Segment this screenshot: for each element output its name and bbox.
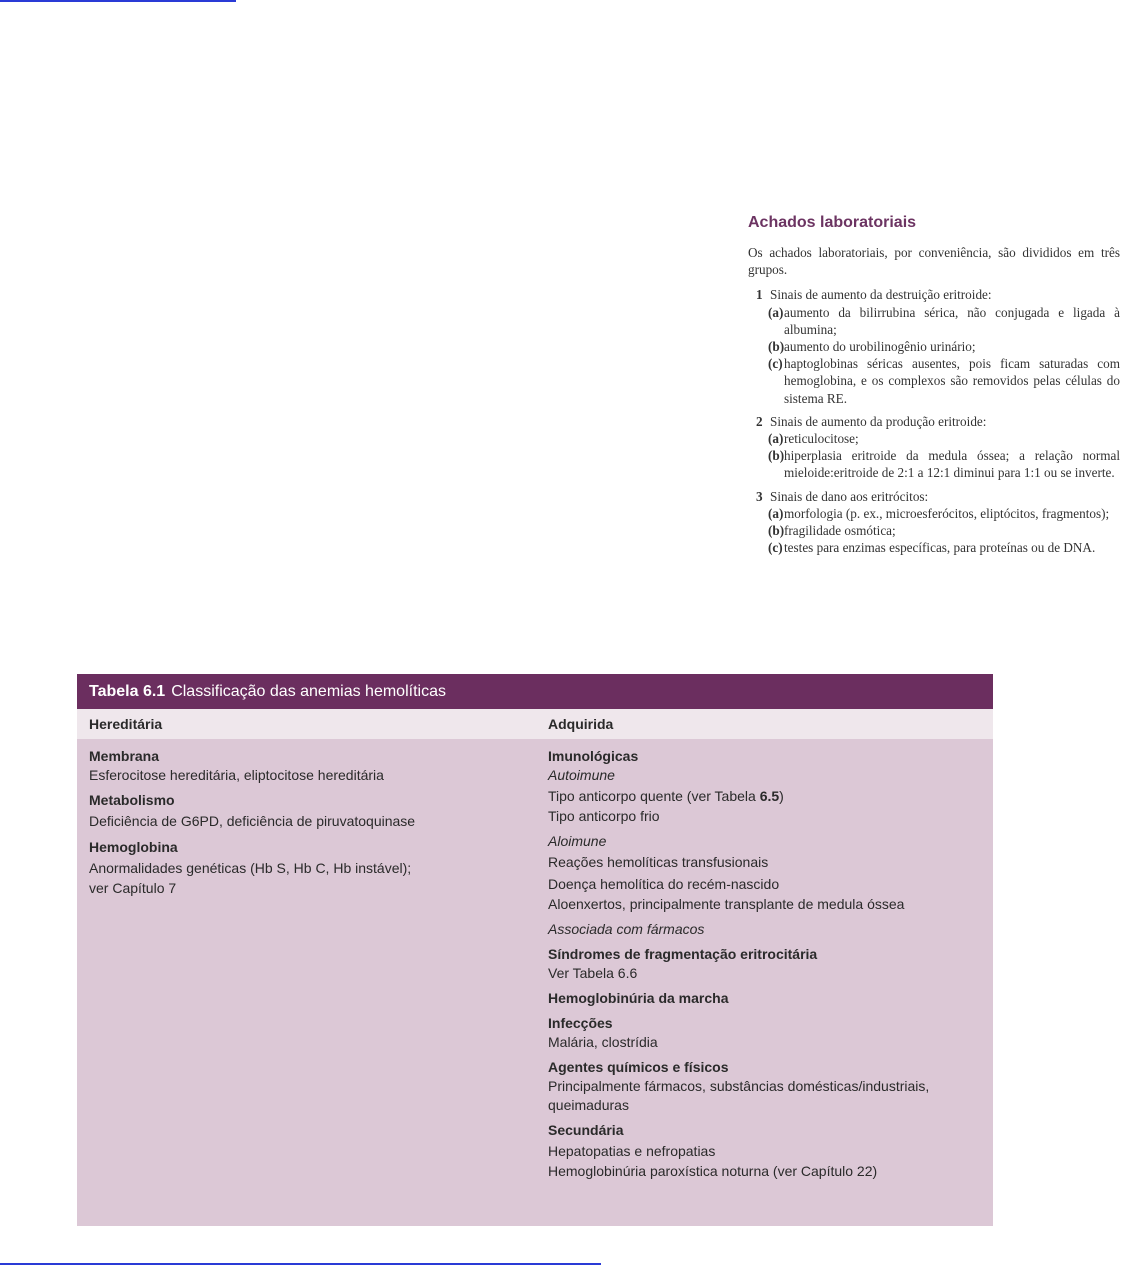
category-heading: Hemoglobina <box>89 839 178 855</box>
list-item <box>748 505 1120 522</box>
section-heading: Achados laboratoriais <box>748 214 917 231</box>
table-title-bar <box>77 674 993 709</box>
classification-table <box>77 674 993 1226</box>
group-heading <box>748 286 1120 303</box>
item-text: reticulocitose; <box>784 431 859 447</box>
group-number: 2 <box>756 413 763 429</box>
list-item <box>748 355 1120 407</box>
item-letter: (c) <box>768 356 783 372</box>
category-text <box>548 785 988 807</box>
group-number: 1 <box>756 287 763 303</box>
item-text: fragilidade osmótica; <box>784 523 896 539</box>
group-heading <box>748 413 1120 430</box>
item-letter: (b) <box>768 523 785 539</box>
hereditary-column <box>89 747 529 904</box>
category-text: Tipo anticorpo frio <box>548 808 660 824</box>
subcategory-heading: Aloimune <box>548 833 607 849</box>
category-text: Principalmente fármacos, substâncias domésticas/industriais, queimaduras <box>548 1078 930 1113</box>
top-rule <box>0 0 236 2</box>
list-item <box>748 304 1120 338</box>
table-header-row <box>77 709 993 739</box>
category-heading: Metabolismo <box>89 792 175 808</box>
item-text: testes para enzimas específicas, para proteínas ou de DNA. <box>784 540 1096 556</box>
item-text: haptoglobinas séricas ausentes, pois ficam saturadas com hemoglobina, e os complexos são removidos pelas células do sistema RE. <box>784 356 1120 406</box>
bottom-rule <box>0 1263 601 1265</box>
group-items <box>748 304 1120 407</box>
group-title: Sinais de dano aos eritrócitos: <box>770 488 929 504</box>
category-heading: Infecções <box>548 1015 613 1031</box>
item-letter: (c) <box>768 540 783 556</box>
header-adquirida: Adquirida <box>548 716 614 732</box>
findings-group <box>748 286 1120 406</box>
category-text: Esferocitose hereditária, eliptocitose hereditária <box>89 767 384 783</box>
category-heading: Síndromes de fragmentação eritrocitária <box>548 946 818 962</box>
item-letter: (a) <box>768 431 784 447</box>
table-number: Tabela 6.1 <box>89 682 166 700</box>
category-heading: Membrana <box>89 748 160 764</box>
category-membrana <box>89 747 529 785</box>
category-text: Ver Tabela 6.6 <box>548 965 638 981</box>
category-text: Hemoglobinúria paroxística noturna (ver Capítulo 22) <box>548 1163 878 1179</box>
group-number: 3 <box>756 488 763 504</box>
group-items <box>748 430 1120 482</box>
category-heading: Secundária <box>548 1122 624 1138</box>
findings-groups <box>748 286 1120 556</box>
category-heading: Imunológicas <box>548 748 639 764</box>
item-letter: (a) <box>768 304 784 320</box>
item-text: aumento do urobilinogênio urinário; <box>784 339 976 355</box>
category-text: Hepatopatias e nefropatias <box>548 1143 716 1159</box>
category-text: Aloenxertos, principalmente transplante de medula óssea <box>548 896 905 912</box>
category-text: ver Capítulo 7 <box>89 880 177 896</box>
category-metabolismo <box>89 791 529 832</box>
intro-paragraph: Os achados laboratoriais, por conveniência, são divididos em três grupos. <box>748 245 1120 278</box>
list-item <box>748 539 1120 556</box>
list-item <box>748 338 1120 355</box>
category-text: Reações hemolíticas transfusionais <box>548 854 769 870</box>
list-item <box>748 447 1120 481</box>
item-letter: (a) <box>768 505 784 521</box>
item-text: hiperplasia eritroide da medula óssea; a relação normal mieloide:eritroide de 2:1 a 12:1 diminui para 1:1 ou se inverte. <box>784 448 1120 481</box>
text-part: Tipo anticorpo quente (ver Tabela <box>548 788 760 804</box>
table-ref: 6.5 <box>759 788 780 804</box>
category-imunologicas <box>548 747 988 939</box>
category-fragmentacao <box>548 945 988 983</box>
item-letter: (b) <box>768 339 785 355</box>
item-letter: (b) <box>768 448 785 464</box>
category-heading: Hemoglobinúria da marcha <box>548 990 729 1006</box>
category-hemoglobina <box>89 838 529 898</box>
header-hereditaria: Hereditária <box>89 716 163 732</box>
item-text: morfologia (p. ex., microesferócitos, eliptócitos, fragmentos); <box>784 505 1110 521</box>
subcategory-heading: Autoimune <box>548 767 615 783</box>
findings-group <box>748 413 1120 482</box>
list-item <box>748 430 1120 447</box>
text-part: ) <box>779 788 784 804</box>
group-title: Sinais de aumento da produção eritroide: <box>770 413 987 429</box>
category-text: Doença hemolítica do recém-nascido <box>548 876 780 892</box>
category-agentes <box>548 1058 988 1115</box>
group-title: Sinais de aumento da destruição eritroide: <box>770 287 992 303</box>
subcategory-heading: Associada com fármacos <box>548 921 705 937</box>
acquired-column <box>548 747 988 1187</box>
group-heading <box>748 488 1120 505</box>
item-text: aumento da bilirrubina sérica, não conjugada e ligada à albumina; <box>784 304 1120 337</box>
lab-findings-section <box>748 212 1120 640</box>
category-text: Deficiência de G6PD, deficiência de piruvatoquinase <box>89 813 416 829</box>
category-text: Malária, clostrídia <box>548 1034 658 1050</box>
category-secundaria <box>548 1121 988 1181</box>
category-text: Anormalidades genéticas (Hb S, Hb C, Hb instável); <box>89 860 412 876</box>
category-infeccoes <box>548 1014 988 1052</box>
category-heading: Agentes químicos e físicos <box>548 1059 729 1075</box>
category-marcha <box>548 989 988 1008</box>
table-title: Classificação das anemias hemolíticas <box>171 682 446 700</box>
list-item <box>748 522 1120 539</box>
group-items <box>748 505 1120 557</box>
findings-group <box>748 488 1120 557</box>
